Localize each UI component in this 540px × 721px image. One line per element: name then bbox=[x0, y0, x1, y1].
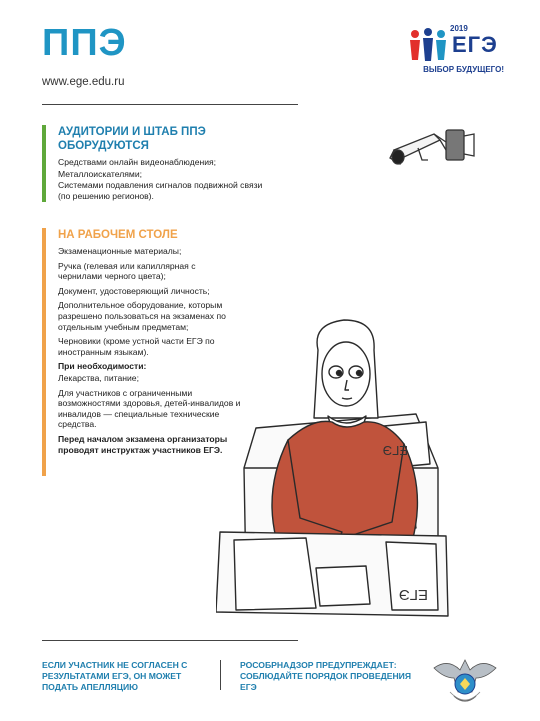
back-paper-label: ЕГЭ bbox=[382, 443, 408, 458]
website-url[interactable]: www.ege.edu.ru bbox=[42, 76, 125, 88]
rosobrnadzor-emblem-icon bbox=[430, 652, 500, 710]
appeal-notice: ЕСЛИ УЧАСТНИК НЕ СОГЛАСЕН С РЕЗУЛЬТАТАМИ ЕГЭ, ОН МОЖЕТ ПОДАТЬ АПЕЛЛЯЦИЮ bbox=[42, 660, 188, 692]
if-needed-label: При необходимости: bbox=[58, 361, 147, 372]
front-paper-label: ЕГЭ bbox=[399, 586, 428, 603]
logo-slogan: ВЫБОР БУДУЩЕГО! bbox=[423, 65, 504, 74]
header-divider bbox=[42, 104, 298, 105]
security-camera-icon bbox=[388, 124, 480, 174]
equipment-heading: АУДИТОРИИ И ШТАБ ППЭ ОБОРУДУЮТСЯ bbox=[58, 126, 206, 152]
briefing-note: Перед началом экзамена организаторы проводят инструктаж участников ЕГЭ. bbox=[58, 433, 228, 455]
equipment-section bbox=[42, 125, 308, 202]
logo-year: 2019 bbox=[450, 24, 468, 33]
rosobrnadzor-warning: РОСОБРНАДЗОР ПРЕДУПРЕЖДАЕТ: СОБЛЮДАЙТЕ ПОРЯДОК ПРОВЕДЕНИЯ ЕГЭ bbox=[240, 660, 412, 692]
footer-separator bbox=[220, 660, 221, 690]
desk-item: Черновики (кроме устной части ЕГЭ по иностранным языкам). bbox=[58, 336, 215, 357]
ege-logo bbox=[408, 22, 504, 82]
ege-logo-icon bbox=[408, 28, 452, 64]
logo-name: ЕГЭ bbox=[452, 32, 498, 57]
equipment-item: Металлоискателями; bbox=[58, 168, 143, 179]
footer-divider bbox=[42, 640, 298, 641]
desk-item: Дополнительное оборудование, которым разрешено пользоваться на экзаменах по отдельным учебным предметам; bbox=[58, 300, 226, 332]
if-needed-item: Лекарства, питание; bbox=[58, 372, 139, 383]
desk-item: Ручка (гелевая или капиллярная с чернилами черного цвета); bbox=[58, 260, 196, 282]
desk-item: Документ, удостоверяющий личность; bbox=[58, 285, 210, 296]
page-title: ППЭ bbox=[42, 22, 127, 64]
equipment-item: Системами подавления сигналов подвижной связи (по решению регионов). bbox=[58, 180, 263, 201]
disabled-participants-note: Для участников с ограниченными возможностями здоровья, детей-инвалидов и инвалидов — специальные технические средства. bbox=[58, 387, 241, 430]
desk-item: Экзаменационные материалы; bbox=[58, 246, 182, 256]
desk-heading: НА РАБОЧЕМ СТОЛЕ bbox=[58, 229, 178, 241]
student-illustration bbox=[216, 318, 452, 618]
equipment-item: Средствами онлайн видеонаблюдения; bbox=[58, 157, 217, 167]
